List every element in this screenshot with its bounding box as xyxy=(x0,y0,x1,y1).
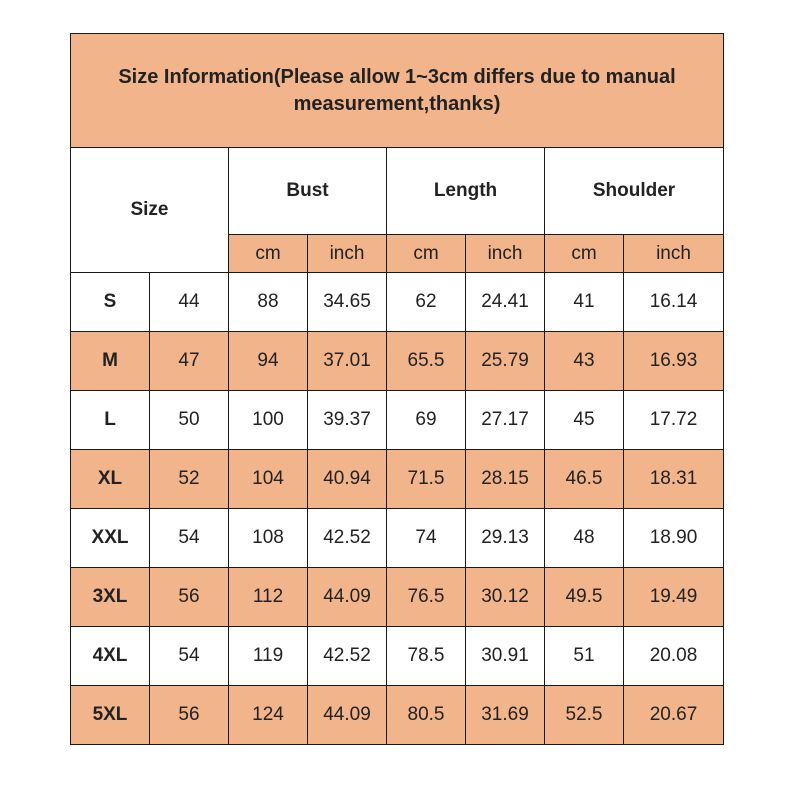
length-inch: 30.12 xyxy=(466,568,545,627)
category-header-row xyxy=(71,148,724,235)
title-line-2: measurement,thanks) xyxy=(293,92,501,115)
bust-cm: 108 xyxy=(229,509,308,568)
eu-size: 47 xyxy=(150,332,229,391)
length-cm: 71.5 xyxy=(387,450,466,509)
eu-size: 56 xyxy=(150,686,229,745)
length-inch: 27.17 xyxy=(466,391,545,450)
chart-title xyxy=(71,34,724,148)
size-label: 3XL xyxy=(71,568,150,627)
length-cm: 74 xyxy=(387,509,466,568)
table-row xyxy=(71,509,724,568)
shoulder-cm: 51 xyxy=(545,627,624,686)
shoulder-inch: 20.67 xyxy=(624,686,724,745)
title-line-1: Size Information(Please allow 1~3cm differs due to manual xyxy=(118,65,676,88)
bust-cm: 94 xyxy=(229,332,308,391)
shoulder-inch: 16.14 xyxy=(624,273,724,332)
bust-inch: 42.52 xyxy=(308,509,387,568)
table-row xyxy=(71,450,724,509)
shoulder-header: Shoulder xyxy=(545,148,724,235)
unit-bust-inch: inch xyxy=(308,235,387,273)
bust-cm: 100 xyxy=(229,391,308,450)
unit-shoulder-cm: cm xyxy=(545,235,624,273)
bust-inch: 42.52 xyxy=(308,627,387,686)
shoulder-cm: 46.5 xyxy=(545,450,624,509)
shoulder-inch: 16.93 xyxy=(624,332,724,391)
bust-inch: 40.94 xyxy=(308,450,387,509)
size-label: M xyxy=(71,332,150,391)
table-row xyxy=(71,686,724,745)
length-cm: 65.5 xyxy=(387,332,466,391)
shoulder-cm: 48 xyxy=(545,509,624,568)
size-label: XL xyxy=(71,450,150,509)
eu-size: 52 xyxy=(150,450,229,509)
shoulder-cm: 41 xyxy=(545,273,624,332)
table-row xyxy=(71,391,724,450)
size-table xyxy=(70,33,724,745)
shoulder-inch: 20.08 xyxy=(624,627,724,686)
size-label: XXL xyxy=(71,509,150,568)
bust-inch: 34.65 xyxy=(308,273,387,332)
size-header: Size xyxy=(71,148,229,273)
unit-shoulder-inch: inch xyxy=(624,235,724,273)
bust-inch: 39.37 xyxy=(308,391,387,450)
shoulder-inch: 19.49 xyxy=(624,568,724,627)
bust-cm: 88 xyxy=(229,273,308,332)
bust-inch: 44.09 xyxy=(308,686,387,745)
eu-size: 56 xyxy=(150,568,229,627)
bust-cm: 119 xyxy=(229,627,308,686)
size-label: S xyxy=(71,273,150,332)
size-label: L xyxy=(71,391,150,450)
bust-header: Bust xyxy=(229,148,387,235)
eu-size: 54 xyxy=(150,509,229,568)
size-label: 5XL xyxy=(71,686,150,745)
length-inch: 25.79 xyxy=(466,332,545,391)
eu-size: 50 xyxy=(150,391,229,450)
title-row xyxy=(71,34,724,148)
length-cm: 78.5 xyxy=(387,627,466,686)
shoulder-cm: 45 xyxy=(545,391,624,450)
bust-cm: 124 xyxy=(229,686,308,745)
eu-size: 44 xyxy=(150,273,229,332)
length-cm: 80.5 xyxy=(387,686,466,745)
length-inch: 24.41 xyxy=(466,273,545,332)
length-inch: 29.13 xyxy=(466,509,545,568)
table-row xyxy=(71,627,724,686)
table-row xyxy=(71,273,724,332)
shoulder-inch: 18.90 xyxy=(624,509,724,568)
length-inch: 31.69 xyxy=(466,686,545,745)
unit-bust-cm: cm xyxy=(229,235,308,273)
shoulder-cm: 52.5 xyxy=(545,686,624,745)
table-row xyxy=(71,332,724,391)
length-inch: 30.91 xyxy=(466,627,545,686)
size-label: 4XL xyxy=(71,627,150,686)
shoulder-cm: 43 xyxy=(545,332,624,391)
length-inch: 28.15 xyxy=(466,450,545,509)
unit-length-cm: cm xyxy=(387,235,466,273)
length-cm: 62 xyxy=(387,273,466,332)
bust-cm: 112 xyxy=(229,568,308,627)
shoulder-inch: 17.72 xyxy=(624,391,724,450)
length-header: Length xyxy=(387,148,545,235)
bust-cm: 104 xyxy=(229,450,308,509)
eu-size: 54 xyxy=(150,627,229,686)
shoulder-inch: 18.31 xyxy=(624,450,724,509)
unit-length-inch: inch xyxy=(466,235,545,273)
bust-inch: 37.01 xyxy=(308,332,387,391)
bust-inch: 44.09 xyxy=(308,568,387,627)
length-cm: 76.5 xyxy=(387,568,466,627)
shoulder-cm: 49.5 xyxy=(545,568,624,627)
size-chart xyxy=(70,33,724,745)
length-cm: 69 xyxy=(387,391,466,450)
table-row xyxy=(71,568,724,627)
